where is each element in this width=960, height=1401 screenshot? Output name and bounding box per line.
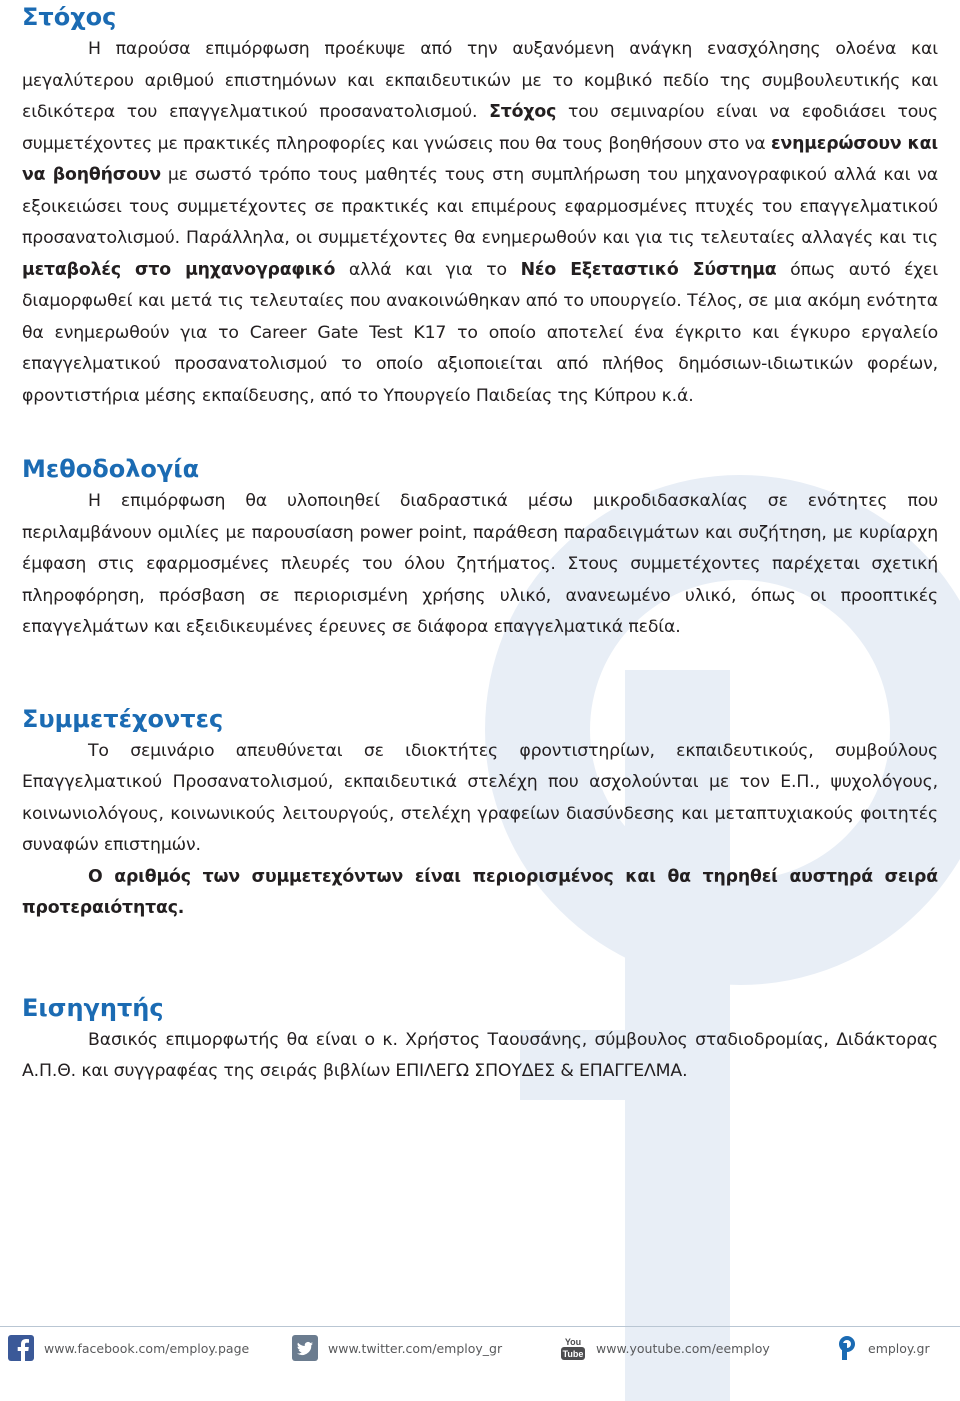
facebook-link[interactable]	[8, 1335, 249, 1361]
website-link[interactable]	[832, 1335, 930, 1361]
methodology-heading: Μεθοδολογία	[22, 455, 200, 483]
youtube-url[interactable]: www.youtube.com/eemploy	[596, 1340, 770, 1356]
participants-heading: Συμμετέχοντες	[22, 704, 224, 733]
facebook-icon	[8, 1335, 34, 1361]
goal-paragraph: Η παρούσα επιμόρφωση προέκυψε από την αυξανόμενη ανάγκη ενασχόλησης ολοένα και μεγαλύτερου αριθμού επιστημόνων και εκπαιδευτικών με το κομβικό πεδίο της συμβουλευτικής και ειδικότερα του επαγγελματικού προσανατολισμού. Στόχος του σεμιναρίου είναι να εφοδιάσει τους συμμετέχοντες με πρακτικές πληροφορίες και γνώσεις που θα τους βοηθήσουν στο να ενημερώσουν και να βοηθήσουν με σωστό τρόπο τους μαθητές τους στη συμπλήρωση του μηχανογραφικού αλλά και να εξοικειώσει τους συμμετέχοντες σε πρακτικές και επιμέρους εφαρμοσμένες πτυχές του επαγγελματικού προσανατολισμού. Παράλληλα, οι συμμετέχοντες θα ενημερωθούν και για τις τελευταίες αλλαγές και τις μεταβολές στο μηχανογραφικό αλλά και για το Νέο Εξεταστικό Σύστημα όπως αυτό έχει διαμορφωθεί και μετά τις τελευταίες που ανακοινώθηκαν από το υπουργείο. Τέλος, σε μια ακόμη ενότητα θα ενημερωθούν για το Career Gate Test K17 το οποίο αποτελεί ένα έγκριτο και έγκυρο εργαλείο επαγγελματικού προσανατολισμού το οποίο αξιοποιείται από πλήθος δημόσιων-ιδιωτικών φορέων, φροντιστήρια μέσης εκπαίδευσης, από το Υπουργείο Παιδείας της Κύπρου κ.ά.	[22, 39, 939, 406]
employ-logo-icon	[832, 1335, 858, 1361]
youtube-icon	[560, 1335, 586, 1361]
methodology-paragraph: Η επιμόρφωση θα υλοποιηθεί διαδραστικά μέσω μικροδιδασκαλίας σε ενότητες που περιλαμβάνουν ομιλίες με παρουσίαση power point, παράθεση παραδειγμάτων και συζήτηση, με κυρίαρχη έμφαση στις εφαρμοσμένες πλευρές του όλου ζητήματος. Στους συμμετέχοντες παρέχεται σχετική πληροφόρηση, πρόσβαση σε περιορισμένη χρήσης υλικό, ανανεωμένο υλικό, όπως οι προοπτικές επαγγελμάτων και εξειδικευμένες έρευνες σε διάφορα επαγγελματικά πεδία.	[22, 491, 938, 637]
facebook-url[interactable]: www.facebook.com/employ.page	[44, 1340, 250, 1356]
twitter-url[interactable]: www.twitter.com/employ_gr	[328, 1340, 503, 1356]
website-url[interactable]: employ.gr	[868, 1340, 930, 1356]
svg-text:You: You	[564, 1337, 582, 1347]
participants-paragraph: Το σεμινάριο απευθύνεται σε ιδιοκτήτες φροντιστηρίων, εκπαιδευτικούς, συμβούλους Επαγγελματικού Προσανατολισμού, εκπαιδευτικά στελέχη που ασχολούνται με τον Ε.Π., ψυχολόγους, κοινωνιολόγους, κοινωνικούς λειτουργούς, στελέχη γραφείων διασύνδεσης και μεταπτυχιακούς φοιτητές συναφών επιστημών.	[22, 740, 938, 855]
youtube-link[interactable]	[560, 1335, 770, 1361]
speaker-heading: Εισηγητής	[22, 993, 164, 1022]
svg-text:Tube: Tube	[562, 1349, 584, 1359]
participants-note: Ο αριθμός των συμμετεχόντων είναι περιορισμένος και θα τηρηθεί αυστηρά σειρά προτεραιότητας.	[22, 866, 938, 918]
speaker-paragraph: Βασικός επιμορφωτής θα είναι ο κ. Χρήστος Ταουσάνης, σύμβουλος σταδιοδρομίας, Διδάκτορας Α.Π.Θ. και συγγραφέας της σειράς βιβλίων ΕΠΙΛΕΓΩ ΣΠΟΥΔΕΣ & ΕΠΑΓΓΕΛΜΑ.	[22, 1029, 938, 1081]
goal-heading: Στόχος	[22, 3, 117, 31]
twitter-icon	[292, 1335, 318, 1361]
twitter-link[interactable]	[292, 1335, 502, 1361]
